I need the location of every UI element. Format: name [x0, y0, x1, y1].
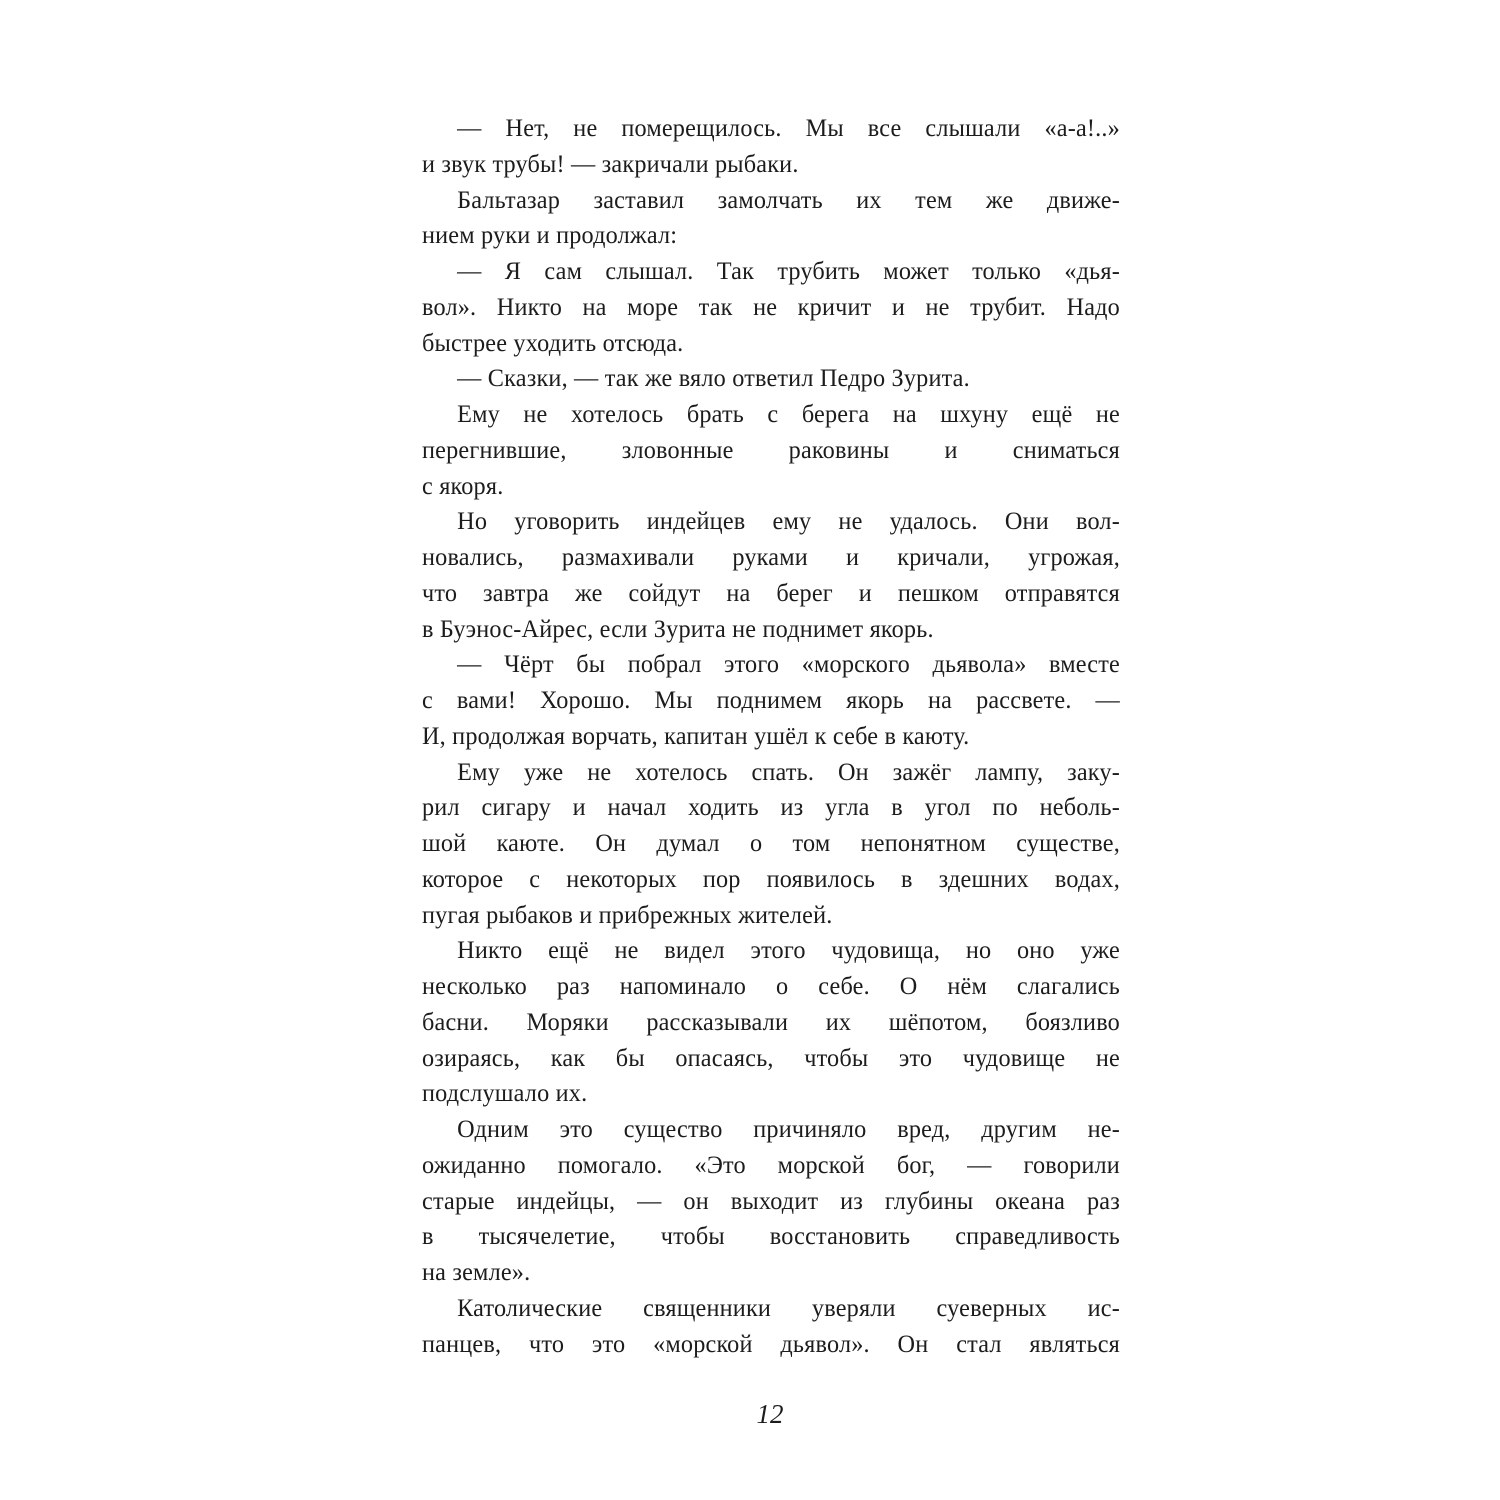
- text-line: басни. Моряки рассказывали их шёпотом, боязливо: [422, 1006, 1120, 1036]
- text-line: шой каюте. Он думал о том непонятном существе,: [422, 828, 1120, 857]
- text-line: Ему уже не хотелось спать. Он зажёг лампу, заку-: [457, 756, 1120, 786]
- text-line: на земле».: [422, 1257, 531, 1286]
- text-line: нием руки и продолжал:: [422, 220, 678, 250]
- text-line: панцев, что это «морской дьявол». Он стал являться: [422, 1328, 1120, 1358]
- body-text: [422, 110, 1120, 1361]
- text-line: старые индейцы, — он выходит из глубины океана раз: [422, 1185, 1120, 1215]
- text-line: Ему не хотелось брать с берега на шхуну ещё не: [457, 399, 1120, 428]
- text-line: в Буэнос-Айрес, если Зурита не поднимет якорь.: [422, 613, 934, 643]
- text-line: — Чёрт бы побрал этого «морского дьявола» вместе: [457, 649, 1120, 679]
- text-line: перегнившие, зловонные раковины и сниматься: [422, 434, 1120, 464]
- text-line: с якоря.: [422, 470, 504, 500]
- text-line: — Я сам слышал. Так трубить может только «дья-: [457, 256, 1120, 285]
- text-line: что завтра же сойдут на берег и пешком отправятся: [422, 577, 1120, 607]
- text-line: быстрее уходить отсюда.: [422, 327, 684, 357]
- text-line: рил сигару и начал ходить из угла в угол по неболь-: [422, 792, 1120, 822]
- text-line: — Нет, не померещилось. Мы все слышали «а-а!..»: [457, 113, 1120, 142]
- text-line: несколько раз напоминало о себе. О нём слагались: [422, 971, 1120, 1000]
- text-line: Католические священники уверяли суеверных ис-: [457, 1292, 1120, 1322]
- text-line: — Сказки, — так же вяло ответил Педро Зурита.: [457, 363, 970, 393]
- text-line: Никто ещё не видел этого чудовища, но оно уже: [457, 935, 1120, 965]
- page-number: 12: [756, 1399, 784, 1429]
- text-line: озираясь, как бы опасаясь, чтобы это чудовище не: [422, 1042, 1120, 1072]
- text-line: которое с некоторых пор появилось в здешних водах,: [422, 863, 1120, 893]
- text-line: Но уговорить индейцев ему не удалось. Они вол-: [457, 506, 1120, 536]
- text-line: ожиданно помогало. «Это морской бог, — говорили: [422, 1149, 1120, 1179]
- text-line: подслушало их.: [422, 1078, 588, 1108]
- text-line: с вами! Хорошо. Мы поднимем якорь на рассвете. —: [422, 685, 1120, 714]
- text-line: в тысячелетие, чтобы восстановить справедливость: [422, 1221, 1120, 1251]
- text-line: Одним это существо причиняло вред, другим не-: [457, 1114, 1120, 1143]
- text-line: И, продолжая ворчать, капитан ушёл к себе в каюту.: [422, 720, 970, 750]
- text-line: Бальтазар заставил замолчать их тем же движе-: [457, 184, 1120, 214]
- text-line: пугая рыбаков и прибрежных жителей.: [422, 899, 833, 929]
- text-line: вол». Никто на море так не кричит и не трубит. Надо: [422, 291, 1120, 321]
- text-line: новались, размахивали руками и кричали, угрожая,: [422, 542, 1120, 571]
- text-line: и звук трубы! — закричали рыбаки.: [422, 148, 799, 178]
